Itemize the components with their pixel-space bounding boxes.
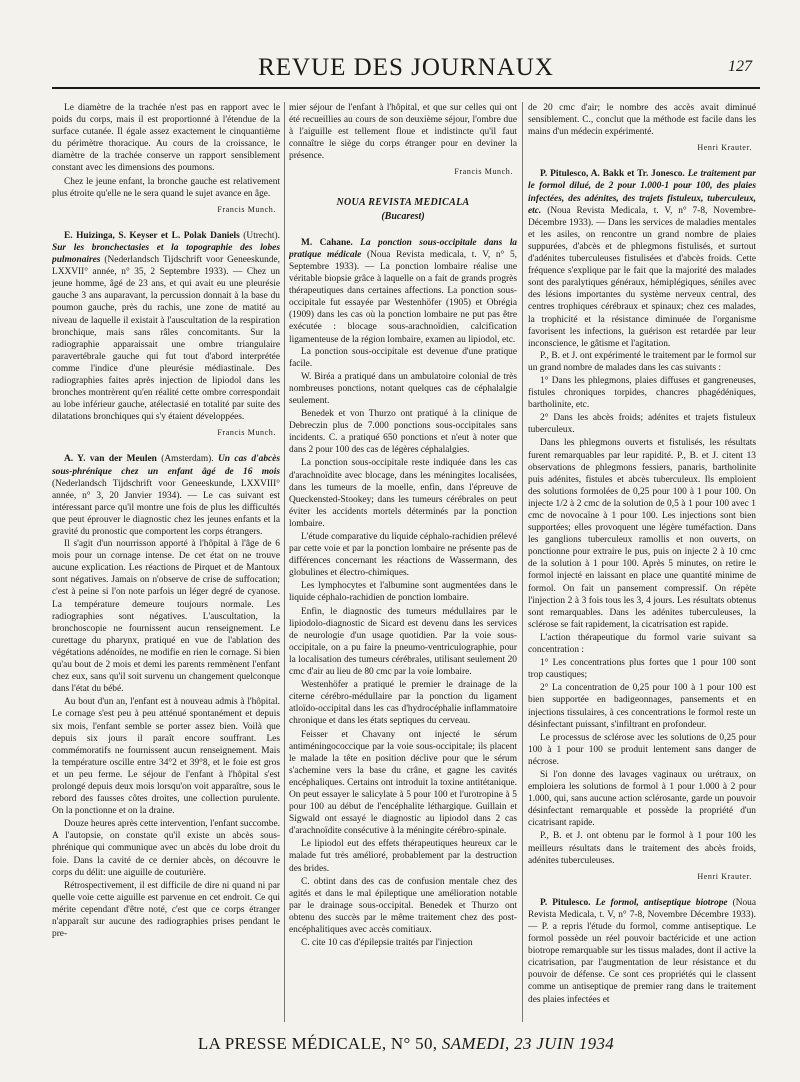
article-heading <box>528 897 756 1006</box>
article-reference: (Noua Revista medicala, t. V, n° 5, Septembre 1933). — <box>289 249 517 272</box>
author-signature: Henri Krauter. <box>697 871 752 881</box>
paragraph: Le lipiodol eut des effets thérapeutiques heureux car le malade fut très amélioré, probablement par la destruction des brides. <box>289 839 517 874</box>
article-heading <box>289 237 517 346</box>
paragraph: La ponction sous-occipitale reste indiquée dans les cas d'arachnoïdite avec blocage, dans les méningites localisées, dans les tumeurs de la moelle, enfin, dans l'épreuve de Queckensted-Stookey; dans les tumeurs cérébrales on peut éviter les accidents mortels déterminés par la ponction lombaire. <box>289 458 517 529</box>
paragraph: 1° Dans les phlegmons, plaies diffuses et gangreneuses, fistules chroniques torpides, chancres phagédéniques, bartholinite, etc. <box>528 375 756 411</box>
paragraph: de 20 cmc d'air; le nombre des accès avait diminué sensiblement. C., conclut que la méthode est facile dans les mains d'un médecin expérimenté. <box>528 103 756 138</box>
column-divider <box>284 102 285 1022</box>
paragraph: Les lymphocytes et l'albumine sont augmentées dans le liquide céphalo-rachidien de ponction lombaire. <box>289 581 517 604</box>
paragraph: W. Biréa a pratiqué dans un ambulatoire colonial de très nombreuses ponctions, notant quelques cas de céphalalgie seulement. <box>289 371 517 406</box>
article-reference: (Noua Revista Medicala, t. V, n° 7-8, Novembre-Décembre 1933). — <box>528 205 756 228</box>
article-authors: E. Huizinga, S. Keyser et L. Polak Daniels <box>64 230 240 241</box>
column-1 <box>52 102 280 1022</box>
column-2 <box>289 102 517 1022</box>
paragraph: Rétrospectivement, il est difficile de dire ni quand ni par quelle voie cette aiguille est parvenue en cet endroit. Ce qui mérite cependant d'être noté, c'est que ce corps étranger n'apparaît sur aucune des radiographies prises pendant le pre- <box>52 880 280 940</box>
paragraph: Benedek et von Thurzo ont pratiqué à la clinique de Debreczin plus de 7.000 ponctions sous-occipitales sans incidents. C. a pratiqué 650 ponctions et n'eut à noter que dans 2 pour 100 des cas de légères céphalalgies. <box>289 409 517 456</box>
journal-section-city: (Bucarest) <box>381 210 425 222</box>
article-place: (Amsterdam). <box>156 454 219 465</box>
footer-date: SAMEDI, 23 JUIN 1934 <box>441 1034 615 1053</box>
article-title: Un cas d'abcès sous-phrénique chez un enfant âgé de 16 mois <box>52 454 280 477</box>
page-footer <box>52 1034 760 1054</box>
article <box>289 237 517 949</box>
footer-journal: LA PRESSE MÉDICALE, N° 50, <box>197 1034 438 1053</box>
paragraph: Le diamètre de la trachée n'est pas en rapport avec le poids du corps, mais il est proportionné à l'étendue de la surface cutanée. Il égale assez exactement le cinquantième du périmètre thoracique. Au cours de la croissance, le diamètre de la trachée conserve un rapport sensiblement constant avec les dimensions des poumons. <box>52 103 280 174</box>
article-title: La ponction sous-occipitale dans la pratique médicale <box>289 237 517 260</box>
author-signature: Francis Munch. <box>454 167 513 177</box>
article-title: Le traitement par le formol dilué, de 2 pour 1.000-1 pour 100, des plaies infectées, des adénites, des trajets fistuleux, tuberculeux, etc. <box>528 169 756 216</box>
article-body: P. a repris l'étude du formol, comme antiseptique. Le formol possède un réel pouvoir bactéricide et une action biotrope remarquable sur les tissus malades, dont il active la cicatrisation, par l'augmentation de leur résistance et du pouvoir de défense. Ce sont ces propriétés qui le classent comme un antiseptique de premier rang dans le traitement des plaies infectées et <box>528 922 756 1005</box>
paragraph: Le processus de sclérose avec les solutions de 0,25 pour 100 à 1 pour 100 se produit lentement sans danger de nécrose. <box>528 732 756 767</box>
paragraph: Feisser et Chavany ont injecté le sérum antiméningococcique par la voie sous-occipitale; ils placent le malade la tête en position déclive pour que le sérum s'achemine vers la base du crâne, et gagne les cavités encéphaliques. Certains ont introduit la toxine antitétanique. On peut essayer le salicylate à 5 pour 100 et l'urotropine à 5 pour 100 au début de l'encéphalite léthargique. Guillain et Sigwald ont essayé le diagnostic au lipiodol dans 2 cas d'arachnoïdite consécutive à la méningite cérébro-spinale. <box>289 729 517 837</box>
paragraph: P., B. et J. ont obtenu par le formol à 1 pour 100 les meilleurs résultats dans le traitement des abcès froids, adénites tuberculeuses. <box>528 831 756 866</box>
paragraph: L'action thérapeutique du formol varie suivant sa concentration : <box>528 632 756 656</box>
article-heading <box>52 230 280 424</box>
article-authors: P. Pitulesco, A. Bakk et Tr. Jonesco. <box>540 169 685 180</box>
paragraph: Chez le jeune enfant, la bronche gauche est relativement plus étroite qu'elle ne le sera quand le sujet avance en âge. <box>52 176 280 199</box>
article <box>289 102 517 179</box>
article <box>528 168 756 882</box>
article-authors: A. Y. van der Meulen <box>64 454 157 465</box>
page-number: 127 <box>728 58 752 75</box>
paragraph: C. obtint dans des cas de confusion mentale chez des agités et dans le mal épileptique une amélioration notable par le drainage sous-occipital. Benedek et Thurzo ont obtenu des succès par le même traitement chez des post-encéphalitiques avec accès comitiaux. <box>289 876 517 935</box>
article-title: Sur les bronchectasies et la topographie des lobes pulmonaires <box>52 242 280 266</box>
article-reference: (Nederlandsch Tijdschrift voor Geneeskunde, LXXVII° année, n° 35, 2 Septembre 1933). — <box>52 255 280 278</box>
author-signature: Francis Munch. <box>217 204 276 214</box>
paragraph: 2° Dans les abcès froids; adénites et trajets fistuleux tuberculeux. <box>528 413 756 436</box>
article <box>52 453 280 940</box>
paragraph: Douze heures après cette intervention, l'enfant succombe. A l'autopsie, on constate qu'il existe un abcès sous-phrénique qui communique avec un abcès du lobe droit du foie. Dans la cavité de ce dernier abcès, on découvre le corps du délit: une aiguille de couturière. <box>52 819 280 878</box>
column-divider <box>522 102 523 1022</box>
paragraph: Si l'on donne des lavages vaginaux ou urétraux, on emploiera les solutions de formol à 1 pour 1.000 à 2 pour 1.000, qui, sans aucune action sclérosante, garde un pouvoir désinfectant remarquable et possède la propriété d'un cicatrisant rapide. <box>528 769 756 829</box>
paragraph: 2° La concentration de 0,25 pour 100 à 1 pour 100 est bien supportée en badigeonnages, pansements et en injections tissulaires, à ces concentrations le formol reste un désinfectant puissant, s'infiltrant en profondeur. <box>528 683 756 730</box>
article-title: Le formol, antiseptique biotrope <box>595 897 728 908</box>
column-3 <box>528 102 756 1022</box>
article <box>289 197 517 223</box>
paragraph: mier séjour de l'enfant à l'hôpital, et que sur celles qui ont été recueillies au cours de son deuxième séjour, l'ombre due à l'aiguille est tellement floue et indistincte qu'il faut connaître le siège du corps étranger pour en deviner la présence. <box>289 103 517 162</box>
paragraph: 1° Les concentrations plus fortes que 1 pour 100 sont trop caustiques; <box>528 658 756 681</box>
paragraph: C. cite 10 cas d'épilepsie traités par l'injection <box>301 938 473 949</box>
paragraph: Il s'agit d'un nourrisson apporté à l'hôpital à l'âge de 6 mois pour un cornage intense. De cet état on ne trouve aucune explication. Les réactions de Pirquet et de Mantoux sont négatives. Jamais on n'observe de crise de suffocation; c'est à peine si l'on note parfois un léger degré de cyanose. La température demeure toujours normale. Les radiographies sont négatives. L'auscultation, la bronchoscopie ne fournissent aucun renseignement. Le curettage du pharynx, pratiqué en vue de l'ablation des végétations adénoïdes, ne modifie en rien le cornage. Si bien qu'au bout de 2 mois et demi les parents remmènent l'enfant chez eux, sans qu'il soit survenu un changement quelconque dans l'état du bébé. <box>52 539 280 695</box>
header-rule <box>52 87 760 89</box>
running-title: REVUE DES JOURNAUX <box>258 54 554 81</box>
author-signature: Francis Munch. <box>217 428 276 438</box>
article-heading <box>52 453 280 538</box>
journal-section-title: NOUA REVISTA MEDICALA <box>336 196 470 208</box>
paragraph: La ponction sous-occipitale est devenue d'une pratique facile. <box>289 346 517 369</box>
article <box>528 102 756 154</box>
author-signature: Henri Krauter. <box>697 143 752 153</box>
article <box>52 230 280 440</box>
article-heading <box>528 168 756 349</box>
article-body: Le cas suivant est intéressant parce qu'il montre une fois de plus les difficultés que peut éprouver le diagnostic chez les jeunes enfants et la gravité du pronostic que comportent les corps étrangers. <box>52 490 280 537</box>
page-header <box>52 52 760 88</box>
article-authors: P. Pitulesco. <box>540 897 591 908</box>
paragraph: Dans les phlegmons ouverts et fistulisés, les résultats furent remarquables par leur rapidité. P., B. et J. citent 13 observations de phlegmons fessiers, panaris, bartholinite puis adénites, fistules et abcès tuberculeux. Ils emploient des solutions formolées de 0,25 pour 100 à 1 pour 100. On injecte 1/2 à 2 cmc de la solution de 0,5 à 1 pour 100 avec 1 cmc de novocaïne à 1 pour 100. Les injections sont bien supportées; elles provoquent une légère tuméfaction. Dans les ganglions tuberculeux ramollis et non ouverts, on ponctionne pour extraire le pus, puis on injecte 2 à 10 cmc de la solution à 1 pour 100. Après 5 minutes, on retire le formol injecté en laissant en place une quantité minime de formol. On fait un pansement compressif. On répète l'injection 2 à 3 fois tous les 3, 4 jours. Les résultats obtenus sont remarquables. Dans les adénites tuberculeuses, la sclérose se fait rapidement, la cicatrisation est rapide. <box>528 438 756 630</box>
paragraph: Enfin, le diagnostic des tumeurs médullaires par le lipiodolo-diagnostic de Sicard est devenu dans les services de neurologie d'un usage quotidien. Par la voie sous-occipitale, on a pu faire la pneumo-ventriculographie, pour la localisation des tumeurs cérébrales, utilisant seulement 20 cmc d'air au lieu de 80 cmc par la voie lombaire. <box>289 606 517 678</box>
article <box>52 102 280 216</box>
article <box>528 897 756 1006</box>
article-body: Dans les services de maladies mentales et les asiles, on rencontre un grand nombre de plaies suppurées, d'abcès et de phlegmons fistulisés, et surtout d'adénites tuberculeuses fistulisées et d'abcès froids. Cette fréquence s'explique par le fait que la majorité des malades sont des paralytiques généraux, hémiplégiques, séniles avec des lésions importantes du système nerveux central, des centres trophiques cérébraux et spinaux; chez ces malades, la trophicité et la résistance diminuée de l'organisme favorisent les infections, la guérison est retardée par leur inconscience, le gâtisme et l'agitation. <box>528 217 756 349</box>
article-authors: M. Cahane. <box>301 237 353 248</box>
paragraph: Westenhöfer a pratiqué le premier le drainage de la citerne cérébro-médullaire par la ponction du ligament atloïdo-occipital dans les cas d'hydrocéphalie inflammatoire chronique et dans les états septiques du cerveau. <box>289 680 517 727</box>
article-reference: (Nederlandsch Tijdschrift voor Geneeskunde, LXXVIII° année, n° 3, 20 Janvier 1934). — <box>52 478 280 501</box>
paragraph: Au bout d'un an, l'enfant est à nouveau admis à l'hôpital. Le cornage s'est peu à peu atténué spontanément et depuis six mois, l'enfant semble se porter assez bien. Voilà que depuis six jours il paraît encore souffrant. Les commémoratifs ne fournissent aucun renseignement. Mais la température oscille entre 34°2 et 39°8, et le foie est gros et un peu ferme. Le séjour de l'enfant à l'hôpital s'est prolongé depuis deux mois lorsqu'on voit apparaître, sous le rebord des fausses côtes droites, une collection purulente. On la ponctionne et on la draine. <box>52 697 280 817</box>
paragraph: L'étude comparative du liquide céphalo-rachidien prélevé par cette voie et par la ponction lombaire ne présente pas de différences concernant les réactions de Wassermann, des globulines et électro-chimiques. <box>289 532 517 579</box>
paragraph: P., B. et J. ont expérimenté le traitement par le formol sur un grand nombre de malades dans les cas suivants : <box>528 350 756 373</box>
article-place: (Utrecht). <box>239 230 280 241</box>
article-body: La ponction lombaire réalise une véritable biopsie grâce à laquelle on a fait de grands progrès thérapeutiques dans certaines affections. La ponction sous-occipitale fut essayée par Westenhöfer (1905) et Obrégia (1909) dans les cas où la ponction lombaire ne put pas être exécutée : blocage sous-arachnoïdien, calcification ligamenteuse de la région lombaire, examen au lipiodol, etc. <box>289 261 517 345</box>
article-reference: (Noua Revista Medicala, t. V, n° 7-8, Novembre Décembre 1933). — <box>528 897 756 932</box>
article-body: Chez un jeune homme, âgé de 23 ans, et qui avait eu une pleurésie gauche 3 ans auparavant, la percussion donnait à la base du poumon gauche, près du rachis, une zone de matité au niveau de laquelle il existait à l'auscultation de la respiration bronchique, mais sans râles concomitants. Sur la radiographie apparaissait une ombre triangulaire paravertébrale gauche qui fut tout d'abord interprétée comme l'indice d'une pleurésie médiastinale. Des radiographies faites après injection de lipiodol dans les bronches montrèrent qu'en réalité cette ombre correspondait au lobe inférieur gauche, atélectasié en totalité par suite des dilatations bronchiques qui s'y étaient développées. <box>52 267 280 423</box>
